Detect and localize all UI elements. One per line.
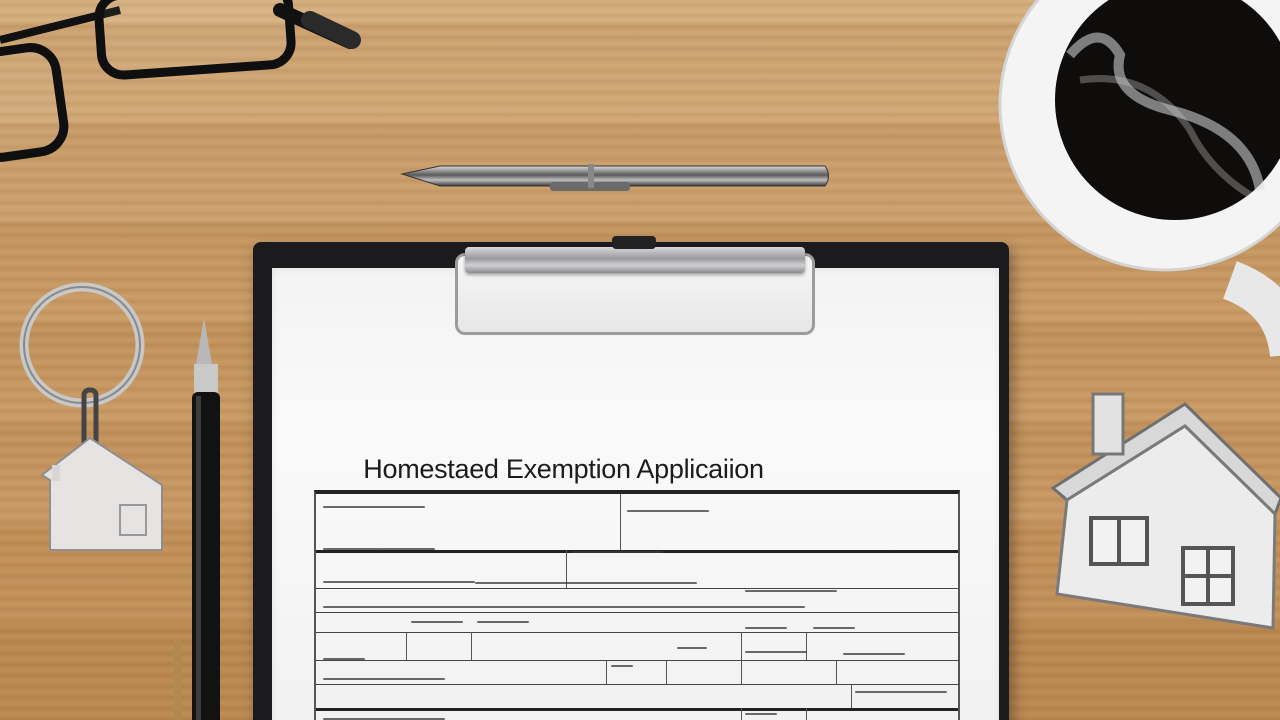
illegible-form-text bbox=[316, 494, 958, 720]
house-icon bbox=[1045, 388, 1280, 638]
form-table bbox=[314, 490, 960, 720]
pen-icon bbox=[400, 158, 840, 198]
glasses-icon bbox=[0, 0, 360, 160]
clipboard-clip-bar bbox=[465, 247, 805, 273]
coffee-mug-icon bbox=[1000, 0, 1280, 320]
clipboard-clip-knob bbox=[612, 236, 656, 249]
pen-clip-icon bbox=[170, 640, 190, 720]
document-title: Homestaed Exemption Applicaiion bbox=[363, 454, 764, 484]
house-keychain-icon bbox=[12, 280, 172, 570]
